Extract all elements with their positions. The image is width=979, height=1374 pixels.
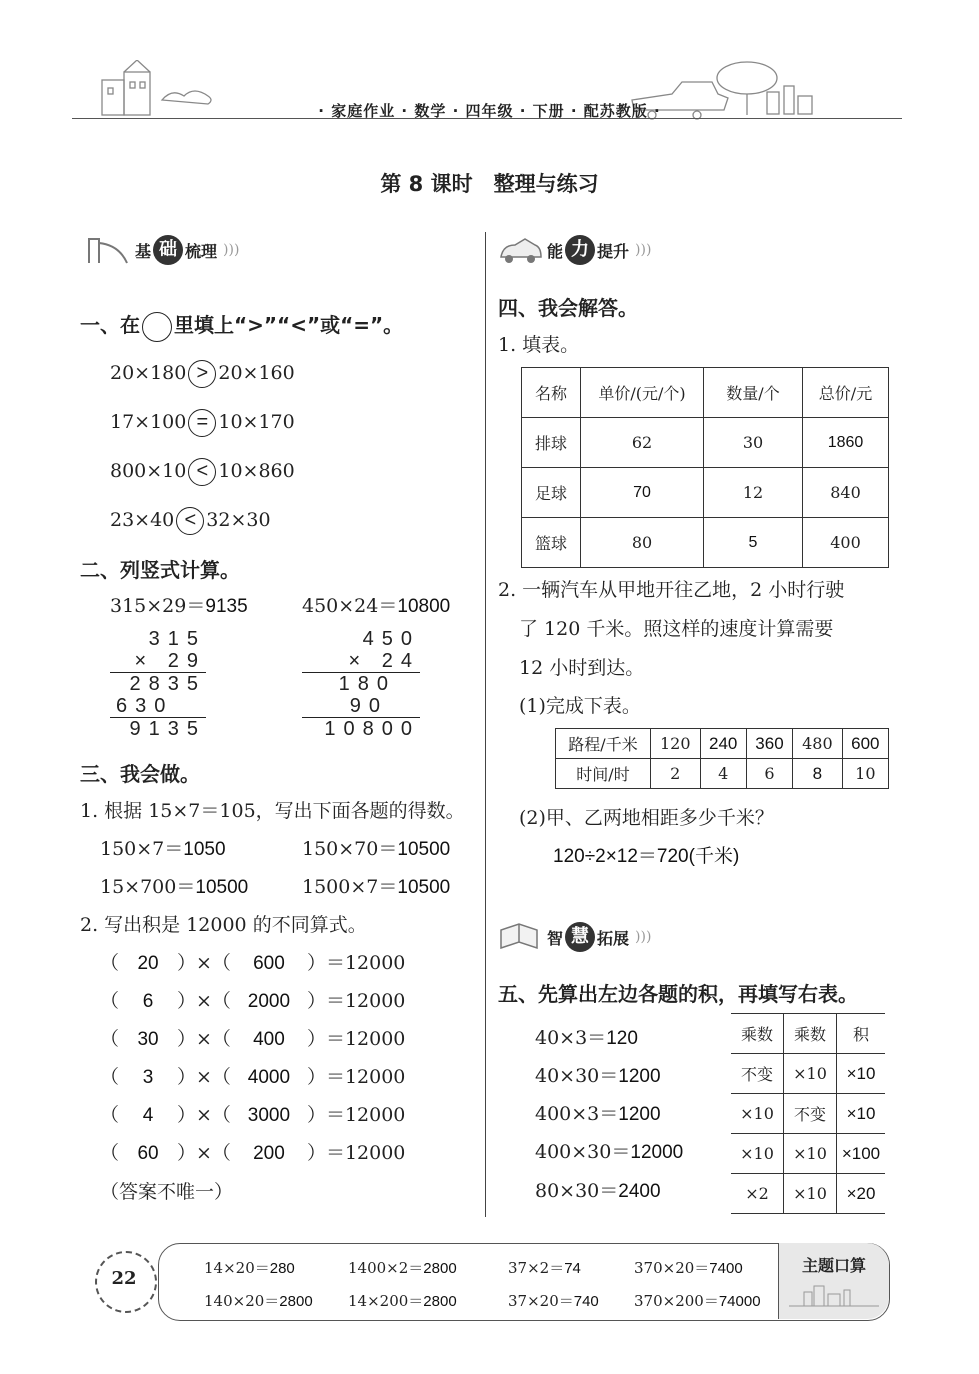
q3-p2-item: （ 6 ）×（ 2000 ）＝12000 (100, 990, 406, 1012)
blank-circle-icon (142, 312, 172, 342)
mental-math-tab-label: 主题口算 (801, 1256, 866, 1275)
header-divider (72, 118, 902, 119)
table-row (731, 1054, 885, 1094)
mental-math-item: 14×20＝280 (204, 1259, 295, 1277)
badge-wisdom (497, 920, 651, 954)
table-cell: ×2 (731, 1174, 784, 1214)
mental-math-tab (778, 1243, 889, 1319)
car-illustration-icon (497, 233, 543, 267)
table-row (731, 1094, 885, 1134)
badge-ability-char2: 力 (565, 235, 595, 265)
mental-math-item: 37×20＝740 (508, 1292, 599, 1310)
badge-wisdom-char3: 拓展 (597, 928, 630, 948)
table-cell-answer: 8 (793, 759, 843, 789)
mental-math-item: 1400×2＝2800 (348, 1259, 457, 1277)
q4-sub2-answer: 120÷2×12＝720(千米) (553, 846, 740, 867)
price-table (521, 367, 889, 568)
table-label-cell: 时间/时 (556, 759, 651, 789)
table-row (731, 1134, 885, 1174)
table-cell: ×10 (731, 1094, 784, 1134)
table-cell: ×10 (784, 1054, 837, 1094)
q1-title: 一、在 里填上“>”“<”或“=”。 (80, 309, 403, 342)
badge-basic (85, 233, 239, 267)
q5-item: 40×3＝120 (535, 1027, 638, 1049)
q5-item: 400×30＝12000 (535, 1141, 684, 1163)
table-row (522, 518, 889, 568)
table-row (522, 468, 889, 518)
distance-time-table (555, 728, 889, 789)
q3-p2-item: （ 30 ）×（ 400 ）＝12000 (100, 1028, 406, 1050)
q5-title: 五、先算出左边各题的积，再填写右表。 (498, 982, 858, 1006)
compare-circle: < (176, 507, 204, 535)
table-cell-answer: 70 (581, 468, 704, 518)
q3-p1-item: 150×7＝1050 (100, 838, 226, 860)
table-cell-answer: 600 (842, 729, 888, 759)
column-divider (485, 232, 486, 1217)
q4-title: 四、我会解答。 (498, 296, 638, 320)
q2-expr-a: 315×29＝9135 (110, 595, 248, 617)
table-cell: 120 (651, 729, 701, 759)
q3-title: 三、我会做。 (80, 762, 200, 786)
table-cell: ×10 (784, 1134, 837, 1174)
q5-item: 400×3＝1200 (535, 1103, 661, 1125)
table-cell: 不变 (731, 1054, 784, 1094)
compare-circle: = (188, 409, 216, 437)
table-cell-answer: 5 (704, 518, 803, 568)
table-cell-answer: ×100 (837, 1134, 886, 1174)
table-header-cell: 积 (837, 1014, 886, 1054)
q3-p2-item: （ 4 ）×（ 3000 ）＝12000 (100, 1104, 406, 1126)
q3-part2-prompt: 2. 写出积是 12000 的不同算式。 (80, 914, 367, 936)
q3-p2-item: （ 20 ）×（ 600 ）＝12000 (100, 952, 406, 974)
table-cell: 840 (803, 468, 889, 518)
table-header-cell: 乘数 (784, 1014, 837, 1054)
badge-wisdom-char1: 智 (547, 928, 564, 948)
q3-p1-item: 15×700＝10500 (100, 876, 249, 898)
q4-part1-prompt: 1. 填表。 (498, 334, 580, 356)
table-cell-answer: 240 (700, 729, 746, 759)
q4-part2-line1: 2. 一辆汽车从甲地开往乙地，2 小时行驶 (498, 579, 845, 601)
q4-part2-line3: 12 小时到达。 (519, 657, 645, 679)
table-row (731, 1174, 885, 1214)
badge-arc-icon: ))) (635, 929, 652, 945)
table-cell: 30 (704, 418, 803, 468)
book-illustration-icon (497, 920, 543, 954)
table-header-cell: 乘数 (731, 1014, 784, 1054)
q3-p1-item: 150×70＝10500 (302, 838, 451, 860)
table-cell: 62 (581, 418, 704, 468)
page-number: 22 (111, 1268, 137, 1289)
q4-part2-line2: 了 120 千米。照这样的速度计算需要 (519, 618, 834, 640)
table-header-cell: 名称 (522, 368, 581, 418)
vc-row: 90 (349, 695, 388, 717)
q3-p2-item: （ 3 ）×（ 4000 ）＝12000 (100, 1066, 406, 1088)
vertical-calc-a (110, 628, 206, 740)
badge-ability-char3: 提升 (597, 241, 630, 261)
vc-row: × 24 (348, 650, 420, 672)
q3-note: （答案不唯一） (100, 1181, 234, 1203)
compare-circle: < (188, 458, 216, 486)
mental-math-item: 370×200＝74000 (634, 1292, 761, 1310)
vc-row: 315 (148, 628, 206, 650)
table-cell: 400 (803, 518, 889, 568)
mental-math-item: 370×20＝7400 (634, 1259, 743, 1277)
table-cell-answer: ×10 (837, 1094, 886, 1134)
mental-math-item: 140×20＝2800 (204, 1292, 313, 1310)
badge-arc-icon: ))) (223, 242, 240, 258)
table-row (522, 418, 889, 468)
badge-basic-char3: 梳理 (185, 241, 218, 261)
vc-row: × 29 (134, 650, 206, 672)
city-skyline-icon (784, 1282, 884, 1308)
mental-math-item: 14×200＝2800 (348, 1292, 457, 1310)
q2-expr-b: 450×24＝10800 (302, 595, 451, 617)
slide-illustration-icon (85, 233, 131, 267)
table-cell-answer: ×10 (837, 1054, 886, 1094)
badge-basic-char1: 基 (135, 241, 152, 261)
table-cell: 480 (793, 729, 843, 759)
table-cell: 不变 (784, 1094, 837, 1134)
badge-ability (497, 233, 651, 267)
table-cell-answer: 1860 (803, 418, 889, 468)
vc-row: 9135 (129, 718, 206, 740)
table-cell: 10 (842, 759, 888, 789)
table-row (556, 729, 889, 759)
table-cell-answer: ×20 (837, 1174, 886, 1214)
q4-sub2: (2)甲、乙两地相距多少千米？ (519, 807, 774, 829)
q3-part1-prompt: 1. 根据 15×7＝105，写出下面各题的得数。 (80, 800, 465, 822)
table-header-cell: 数量/个 (704, 368, 803, 418)
mental-math-item: 37×2＝74 (508, 1259, 581, 1277)
table-label-cell: 路程/千米 (556, 729, 651, 759)
table-cell: 12 (704, 468, 803, 518)
header-title: · 家庭作业 · 数学 · 四年级 · 下册 · 配苏教版 · (318, 102, 661, 120)
q3-p1-item: 1500×7＝10500 (302, 876, 451, 898)
table-cell: ×10 (784, 1174, 837, 1214)
vc-row: 2835 (129, 673, 206, 695)
table-cell: 篮球 (522, 518, 581, 568)
q5-item: 40×30＝1200 (535, 1065, 661, 1087)
badge-wisdom-char2: 慧 (565, 922, 595, 952)
table-cell: 6 (746, 759, 792, 789)
factor-table (731, 1013, 885, 1214)
q3-p2-item: （ 60 ）×（ 200 ）＝12000 (100, 1142, 406, 1164)
lesson-title: 第 8 课时 整理与练习 (380, 172, 599, 196)
q1-item: 17×100 = 10×170 (110, 409, 295, 437)
table-cell: 足球 (522, 468, 581, 518)
q1-item: 800×10 < 10×860 (110, 458, 295, 486)
table-cell: ×10 (731, 1134, 784, 1174)
q5-item: 80×30＝2400 (535, 1180, 661, 1202)
table-cell: 4 (700, 759, 746, 789)
vc-row: 180 (338, 673, 396, 695)
badge-ability-char1: 能 (547, 241, 564, 261)
compare-circle: > (188, 360, 216, 388)
q1-item: 20×180 > 20×160 (110, 360, 295, 388)
table-header-cell: 总价/元 (803, 368, 889, 418)
table-header-row (522, 368, 889, 418)
badge-basic-char2: 础 (153, 235, 183, 265)
vc-row: 10800 (324, 718, 420, 740)
q4-sub1: (1)完成下表。 (519, 695, 641, 717)
table-row (556, 759, 889, 789)
table-cell: 排球 (522, 418, 581, 468)
vc-row: 450 (362, 628, 420, 650)
vertical-calc-b (302, 628, 420, 740)
q2-title: 二、列竖式计算。 (80, 558, 240, 582)
table-cell-answer: 360 (746, 729, 792, 759)
badge-arc-icon: ))) (635, 242, 652, 258)
table-cell: 2 (651, 759, 701, 789)
table-header-row (731, 1014, 885, 1054)
table-cell: 80 (581, 518, 704, 568)
vc-row: 630 (116, 695, 174, 717)
table-header-cell: 单价/(元/个) (581, 368, 704, 418)
q1-item: 23×40 < 32×30 (110, 507, 271, 535)
